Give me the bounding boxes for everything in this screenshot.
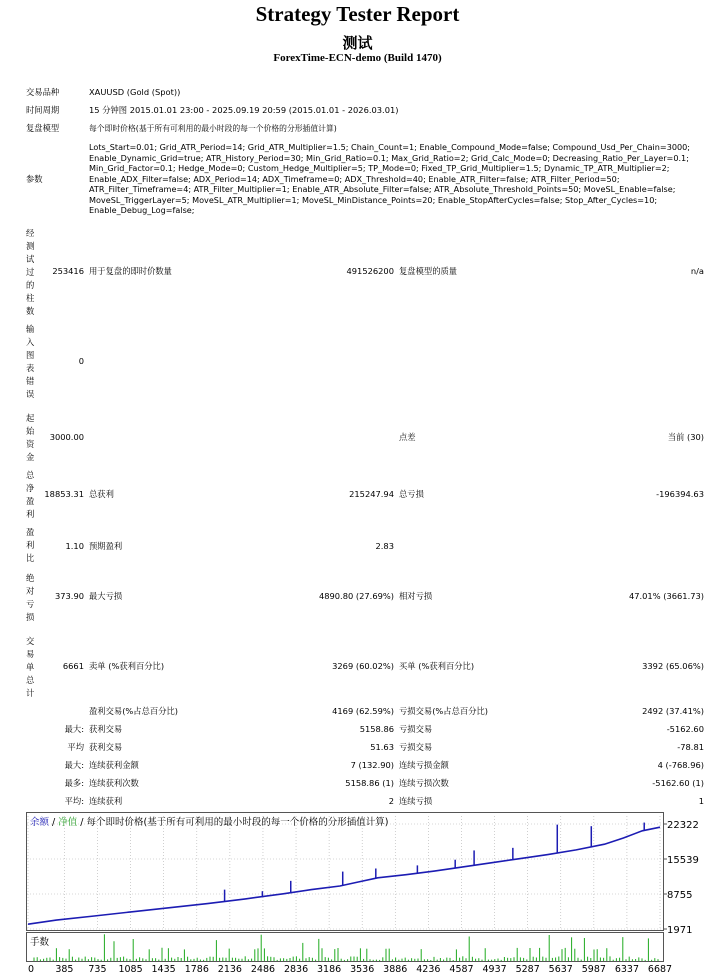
ticks-value: 491526200 xyxy=(346,266,394,276)
largest-prefix: 最大: xyxy=(64,724,84,734)
x-tick-label: 735 xyxy=(88,964,107,974)
ticks-label: 用于复盘的即时价数量 xyxy=(89,266,172,276)
x-tick-label: 2836 xyxy=(283,964,309,974)
gross-profit-label: 总获利 xyxy=(89,489,114,499)
deposit-label: 起始资金 xyxy=(26,413,35,462)
x-tick-label: 5987 xyxy=(581,964,606,974)
x-tick-label: 3536 xyxy=(350,964,375,974)
legend-separator: / xyxy=(49,817,59,828)
largest-loss-label: 亏损交易 xyxy=(399,724,433,734)
bars-label: 经测试过的柱数 xyxy=(26,228,35,316)
balance-chart xyxy=(26,812,710,974)
quality-value: n/a xyxy=(690,266,704,276)
y-tick-label: 15539 xyxy=(667,854,699,866)
params-label: 参数 xyxy=(26,174,43,184)
profit-trades-label: 盈利交易(%占总百分比) xyxy=(89,706,179,716)
average-consecutive-losses-label: 连续亏损 xyxy=(399,796,433,806)
gross-loss-label: 总亏损 xyxy=(399,489,424,499)
max-drawdown-label: 最大亏损 xyxy=(89,591,123,601)
relative-drawdown-value: 47.01% (3661.73) xyxy=(628,591,704,601)
period-value: 15 分钟图 2015.01.01 23:00 - 2025.09.19 20:59 (2015.01.01 - 2026.03.01) xyxy=(89,105,399,115)
x-tick-label: 5287 xyxy=(515,964,540,974)
max-consecutive-wins-label: 连续获利金额 xyxy=(89,760,139,770)
most-consecutive-losses-label: 连续亏损次数 xyxy=(399,778,449,788)
volume-panel-frame xyxy=(27,933,664,962)
period-label: 时间周期 xyxy=(26,105,60,115)
short-positions-value: 3269 (60.02%) xyxy=(332,661,394,671)
deposit-value: 3000.00 xyxy=(49,432,84,442)
y-tick-label: 8755 xyxy=(667,889,693,901)
y-tick-label: 1971 xyxy=(667,925,693,936)
x-tick-label: 1085 xyxy=(118,964,143,974)
average-consecutive-wins-label: 连续获利 xyxy=(89,796,123,806)
x-tick-label: 2136 xyxy=(217,964,242,974)
legend-equity: 净值 xyxy=(58,817,78,828)
model-value: 每个即时价格(基于所有可利用的最小时段的每一个价格的分形插值计算) xyxy=(89,124,337,133)
x-tick-label: 6687 xyxy=(647,964,673,974)
average-loss-value: -78.81 xyxy=(677,742,704,752)
legend-balance: 余额 xyxy=(30,817,50,828)
short-positions-label: 卖单 (%获利百分比) xyxy=(89,661,165,671)
net-profit-value: 18853.31 xyxy=(44,489,84,499)
errors-label: 输入图表错误 xyxy=(26,324,35,399)
average-profit-label: 获利交易 xyxy=(89,742,123,752)
max-consecutive-prefix: 最大: xyxy=(64,760,84,770)
expected-payoff-value: 2.83 xyxy=(375,541,394,551)
most-consecutive-prefix: 最多: xyxy=(64,778,84,788)
largest-loss-value: -5162.60 xyxy=(666,724,704,734)
server-name: ForexTime-ECN-demo (Build 1470) xyxy=(273,52,442,64)
largest-profit-label: 获利交易 xyxy=(89,724,123,734)
gross-profit-value: 215247.94 xyxy=(349,489,394,499)
x-tick-label: 1786 xyxy=(184,964,209,974)
x-tick-label: 385 xyxy=(55,964,74,974)
x-tick-label: 2486 xyxy=(250,964,276,974)
largest-profit-value: 5158.86 xyxy=(359,724,394,734)
params-value: Lots_Start=0.01; Grid_ATR_Period=14; Grid_ATR_Multiplier=1.5; Chain_Count=1; Enable_Compound_Mode=false; Compound_Usd_Per_Chain=3000; Enable_Dynamic_Grid=true; ATR_History_Period=30; Min_Grid_Ratio=0.1; Max_Grid_Ratio=2; Grid_Calc_Mode=0; Decreasing_Ratio_Per_Layer=0.1; Min_Grid_Factor=0.1; Hedge_Mode=0; Custom_Hedge_Multiplier=5; TP_Mode=0; Fixed_TP_Grid_Multiplier=1.5; Dynamic_TP_ATR_Multiplier=2; Enable_ADX_Filter=false; ADX_Period=14; ADX_Timeframe=0; ADX_Threshold=40; Enable_ATR_Filter=false; ATR_Filter_Period=50; ATR_Filter_Timeframe=4; ATR_Filter_Multiplier=1; Enable_ATR_Absolute_Filter=false; ATR_Absolute_Threshold_Points=50; MoveSL_Enable=false; MoveSL_TriggerLayer=5; MoveSL_ATR_Multiplier=1; MoveSL_MinDistance_Points=20; Enable_StopAfterCycles=false; Stop_After_Cycles=10; Enable_Debug_Log=false; xyxy=(89,142,691,215)
max-consecutive-losses-value: 4 (-768.96) xyxy=(657,760,704,770)
x-tick-label: 6337 xyxy=(614,964,640,974)
svg-text:余额 / 净值 / 每个即时价格(基于所有可利用的最小时段的 xyxy=(30,816,388,828)
model-label: 复盘模型 xyxy=(26,123,60,133)
x-tick-label: 5637 xyxy=(548,964,573,974)
x-tick-label: 4236 xyxy=(416,964,441,974)
x-tick-label: 0 xyxy=(28,964,35,974)
y-tick-label: 22322 xyxy=(667,820,699,831)
volume-label: 手数 xyxy=(30,937,50,948)
long-positions-label: 买单 (%获利百分比) xyxy=(399,661,475,671)
profit-factor-value: 1.10 xyxy=(65,541,84,551)
profit-trades-value: 4169 (62.59%) xyxy=(332,706,394,716)
absolute-drawdown-value: 373.90 xyxy=(54,591,84,601)
most-consecutive-wins-label: 连续获利次数 xyxy=(89,778,139,788)
net-profit-label: 总净盈利 xyxy=(26,470,35,519)
average-consecutive-wins-value: 2 xyxy=(388,796,394,806)
total-trades-value: 6661 xyxy=(62,661,84,671)
report-title: Strategy Tester Report xyxy=(255,2,460,26)
average-prefix: 平均 xyxy=(67,742,84,752)
average-loss-label: 亏损交易 xyxy=(399,742,433,752)
quality-label: 复盘模型的质量 xyxy=(399,266,458,276)
total-trades-label: 交易单总计 xyxy=(26,636,35,698)
loss-trades-value: 2492 (37.41%) xyxy=(642,706,704,716)
legend-caption: 每个即时价格(基于所有可利用的最小时段的每一个价格的分形插值计算) xyxy=(86,817,389,828)
most-consecutive-wins-value: 5158.86 (1) xyxy=(345,778,394,788)
loss-trades-label: 亏损交易(%占总百分比) xyxy=(399,706,489,716)
average-profit-value: 51.63 xyxy=(370,742,394,752)
average-consecutive-prefix: 平均: xyxy=(64,796,84,806)
symbol-label: 交易品种 xyxy=(26,87,60,97)
spread-label: 点差 xyxy=(399,432,416,442)
x-tick-label: 4587 xyxy=(449,964,474,974)
max-consecutive-losses-label: 连续亏损金额 xyxy=(399,760,449,770)
volume-panel xyxy=(27,933,664,962)
balance-panel xyxy=(27,813,664,931)
long-positions-value: 3392 (65.06%) xyxy=(642,661,704,671)
max-consecutive-wins-value: 7 (132.90) xyxy=(350,760,394,770)
spread-value: 当前 (30) xyxy=(667,432,704,442)
profit-factor-label: 盈利比 xyxy=(26,527,35,563)
gross-loss-value: -196394.63 xyxy=(656,489,704,499)
errors-value: 0 xyxy=(78,356,84,366)
expected-payoff-label: 预期盈利 xyxy=(89,541,123,551)
average-consecutive-losses-value: 1 xyxy=(698,796,704,806)
most-consecutive-losses-value: -5162.60 (1) xyxy=(652,778,704,788)
report-subtitle: 测试 xyxy=(342,34,373,52)
bars-value: 253416 xyxy=(52,266,84,276)
x-tick-label: 4937 xyxy=(482,964,507,974)
max-drawdown-value: 4890.80 (27.69%) xyxy=(318,591,394,601)
relative-drawdown-label: 相对亏损 xyxy=(399,591,433,601)
absolute-drawdown-label: 绝对亏损 xyxy=(26,573,35,622)
symbol-value: XAUUSD (Gold (Spot)) xyxy=(89,87,181,97)
x-tick-label: 3186 xyxy=(317,964,342,974)
x-tick-label: 3886 xyxy=(383,964,408,974)
x-tick-label: 1435 xyxy=(151,964,176,974)
legend-separator-2: / xyxy=(77,817,87,828)
